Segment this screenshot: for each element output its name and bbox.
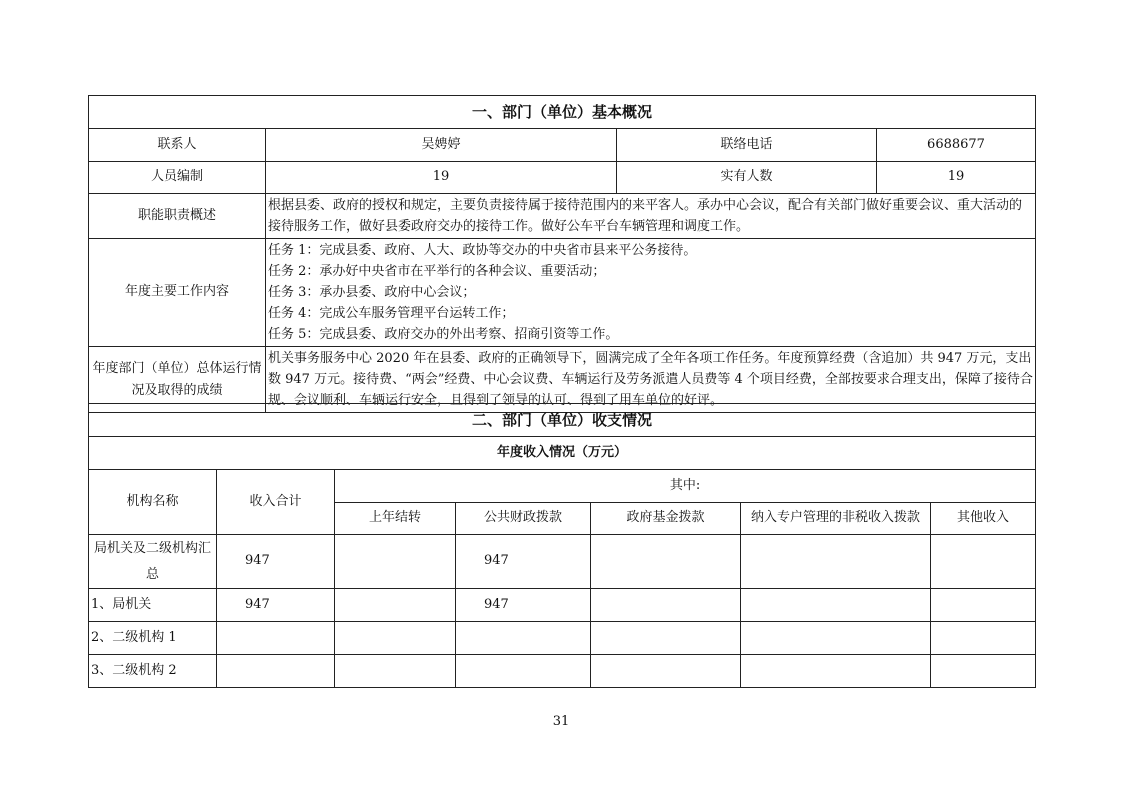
table-row: [89, 655, 1036, 688]
row-gov-fund: [591, 622, 741, 655]
row-nontax: [741, 535, 931, 589]
row-public-finance: [456, 655, 591, 688]
row-name: 局机关及二级机构汇总: [89, 535, 217, 589]
row-nontax: [741, 655, 931, 688]
contact-label: 联系人: [89, 129, 266, 162]
col-nontax: 纳入专户管理的非税收入拨款: [741, 503, 931, 535]
table-row: [89, 589, 1036, 622]
actual-label: 实有人数: [617, 162, 877, 194]
row-public-finance: 947: [456, 589, 591, 622]
row-public-finance: 947: [456, 535, 591, 589]
col-total: 收入合计: [217, 470, 335, 535]
staffing-label: 人员编制: [89, 162, 266, 194]
actual-value: 19: [877, 162, 1036, 194]
row-nontax: [741, 622, 931, 655]
task-item: 任务 2：承办好中央省市在平举行的各种会议、重要活动；: [268, 264, 606, 279]
staffing-value: 19: [266, 162, 617, 194]
table-row: [89, 622, 1036, 655]
row-other: [931, 589, 1036, 622]
row-total: [217, 622, 335, 655]
phone-label: 联络电话: [617, 129, 877, 162]
phone-value: 6688677: [877, 129, 1036, 162]
table-row: [89, 535, 1036, 589]
row-gov-fund: [591, 655, 741, 688]
col-gov-fund: 政府基金拨款: [591, 503, 741, 535]
row-other: [931, 535, 1036, 589]
row-carryover: [335, 535, 456, 589]
tasks-label: 年度主要工作内容: [89, 239, 266, 347]
results-label: 年度部门（单位）总体运行情况及取得的成绩: [89, 347, 266, 413]
section2-title: 二、部门（单位）收支情况: [89, 404, 1036, 437]
row-carryover: [335, 622, 456, 655]
row-total: 947: [217, 589, 335, 622]
col-carryover: 上年结转: [335, 503, 456, 535]
task-item: 任务 5：完成县委、政府交办的外出考察、招商引资等工作。: [268, 327, 619, 342]
col-org-name: 机构名称: [89, 470, 217, 535]
row-total: [217, 655, 335, 688]
tasks-list: [266, 239, 1036, 347]
task-item: 任务 3：承办县委、政府中心会议；: [268, 285, 476, 300]
row-carryover: [335, 655, 456, 688]
contact-value: 吴娉婷: [266, 129, 617, 162]
row-name: 2、二级机构 1: [89, 622, 217, 655]
row-nontax: [741, 589, 931, 622]
row-name: 1、局机关: [89, 589, 217, 622]
basic-info-table: [88, 95, 1036, 413]
page-number: 31: [552, 714, 570, 729]
row-gov-fund: [591, 589, 741, 622]
section1-title: 一、部门（单位）基本概况: [89, 96, 1036, 129]
results-text: 机关事务服务中心 2020 年在县委、政府的正确领导下，圆满完成了全年各项工作任务。年度预算经费（含追加）共 947 万元，支出数 947 万元。接待费、“两会”经费、中心会议费、车辆运行及劳务派遣人员费等 4 个项目经费，全部按要求合理支出，保障了接待合规、会议顺利、车辆运行安全，且得到了领导的认可、得到了用车单位的好评。: [266, 347, 1036, 413]
task-item: 任务 4：完成公车服务管理平台运转工作；: [268, 306, 515, 321]
income-subtitle: 年度收入情况（万元）: [89, 437, 1036, 470]
col-of-which: 其中:: [335, 470, 1036, 503]
row-gov-fund: [591, 535, 741, 589]
col-other: 其他收入: [931, 503, 1036, 535]
row-other: [931, 655, 1036, 688]
row-total: 947: [217, 535, 335, 589]
row-other: [931, 622, 1036, 655]
row-public-finance: [456, 622, 591, 655]
income-table: [88, 403, 1036, 688]
row-name: 3、二级机构 2: [89, 655, 217, 688]
duties-label: 职能职责概述: [89, 194, 266, 239]
duties-text: 根据县委、政府的授权和规定，主要负责接待属于接待范围内的来平客人。承办中心会议，配合有关部门做好重要会议、重大活动的接待服务工作，做好县委政府交办的接待工作。做好公车平台车辆管理和调度工作。: [266, 194, 1036, 239]
row-carryover: [335, 589, 456, 622]
task-item: 任务 1：完成县委、政府、人大、政协等交办的中央省市县来平公务接待。: [268, 243, 697, 258]
col-public-finance: 公共财政拨款: [456, 503, 591, 535]
